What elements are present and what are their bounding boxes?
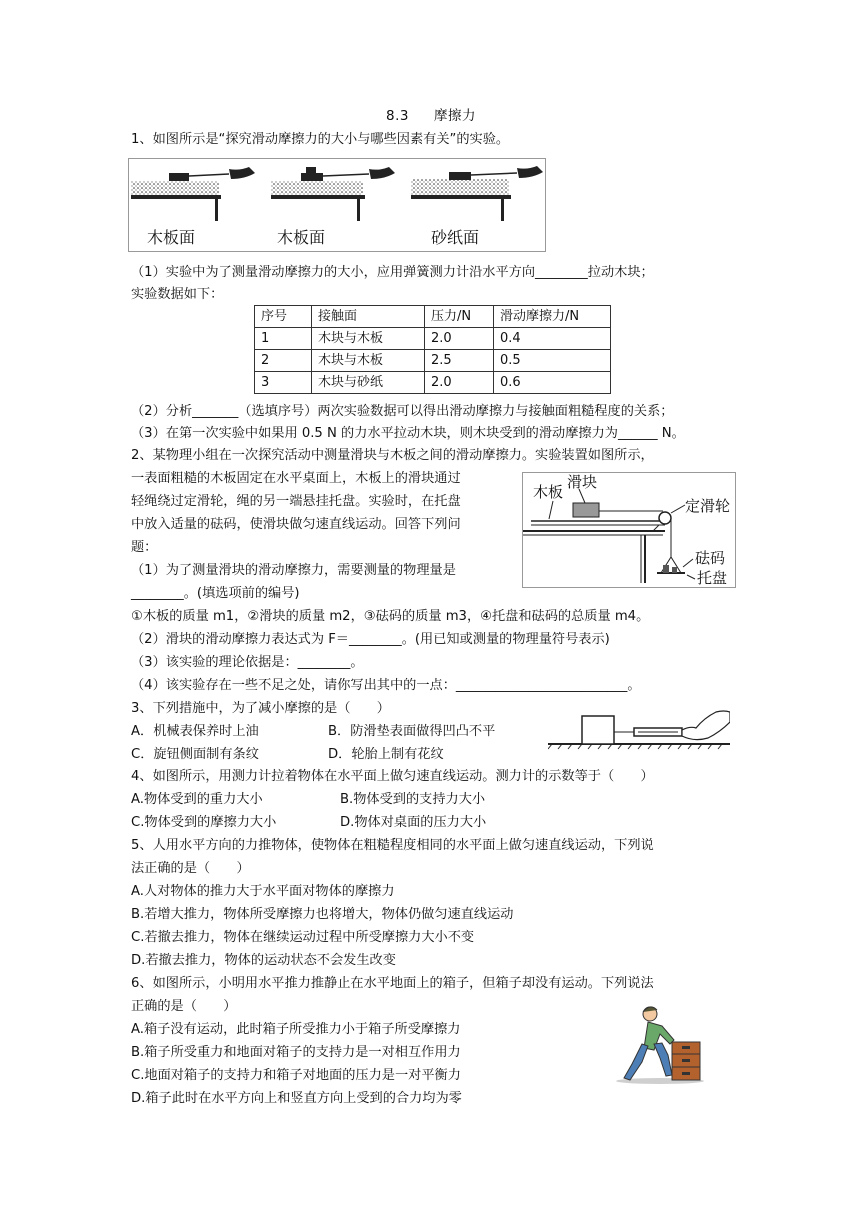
q5-option-b: B.若增大推力，物体所受摩擦力也将增大，物体仍做匀速直线运动 — [131, 907, 514, 922]
setup-wood-2 — [271, 167, 395, 221]
q5-line: 法正确的是（ ） — [131, 861, 250, 876]
table-row — [255, 350, 611, 372]
table-cell: 木块与木板 — [312, 350, 425, 372]
page-title: 摩擦力 — [434, 108, 476, 124]
table-row — [255, 372, 611, 394]
q1-part1-line2: 实验数据如下： — [131, 287, 224, 302]
q6-figure-drawing — [610, 1004, 704, 1084]
q6-line: 正确的是（ ） — [131, 999, 237, 1014]
label-tray: 托盘 — [697, 569, 728, 587]
q2-line: 题： — [131, 540, 158, 555]
q2-line: （1）为了测量滑块的滑动摩擦力，需要测量的物理量是 — [131, 563, 456, 578]
q5-line: 5、人用水平方向的力推物体，使物体在粗糙程度相同的水平面上做匀速直线运动，下列说 — [131, 838, 654, 853]
table-header-cell: 压力/N — [425, 306, 494, 328]
table-cell: 1 — [255, 328, 312, 350]
q2-line: （2）滑块的滑动摩擦力表达式为 F＝________。(用已知或测量的物理量符号表示) — [131, 632, 610, 647]
q6-option-c: C.地面对箱子的支持力和箱子对地面的压力是一对平衡力 — [131, 1068, 461, 1083]
table-cell: 2.0 — [425, 328, 494, 350]
table-header-cell: 序号 — [255, 306, 312, 328]
q3-option-b: B．防滑垫表面做得凹凸不平 — [328, 724, 496, 739]
q4-figure-drawing — [548, 700, 730, 750]
q3-stem: 3、下列措施中，为了减小摩擦的是（ ） — [131, 701, 390, 716]
q4-stem: 4、如图所示，用测力计拉着物体在水平面上做匀速直线运动。测力计的示数等于（ ） — [131, 769, 654, 784]
q6-option-d: D.箱子此时在水平方向上和竖直方向上受到的合力均为零 — [131, 1091, 462, 1106]
q1-part1-line1: （1）实验中为了测量滑动摩擦力的大小，应用弹簧测力计沿水平方向________拉动木块； — [131, 265, 654, 280]
q2-line: 中放入适量的砝码，使滑块做匀速直线运动。回答下列问 — [131, 517, 461, 532]
q3-option-c: C．旋钮侧面制有条纹 — [131, 747, 259, 762]
fig-label-3: 砂纸面 — [431, 228, 480, 247]
q3-option-d: D．轮胎上制有花纹 — [328, 747, 444, 762]
table-cell: 2.0 — [425, 372, 494, 394]
q1-stem: 1、如图所示是“探究滑动摩擦力的大小与哪些因素有关”的实验。 — [131, 132, 510, 147]
setup-wood-1 — [131, 167, 255, 221]
table-header-cell: 滑动摩擦力/N — [494, 306, 611, 328]
q2-line: （4）该实验存在一些不足之处，请你写出其中的一点：__________________________。 — [131, 678, 641, 693]
table-cell: 2 — [255, 350, 312, 372]
q4-figure — [548, 700, 730, 750]
q1-part3: （3）在第一次实验中如果用 0.5 N 的力水平拉动木块，则木块受到的滑动摩擦力为______ N。 — [131, 426, 685, 441]
q2-line: 2、某物理小组在一次探究活动中测量滑块与木板之间的滑动摩擦力。实验装置如图所示， — [131, 448, 654, 463]
q4-option-b: B.物体受到的支持力大小 — [340, 792, 486, 807]
setup-sandpaper — [411, 166, 543, 221]
table-cell: 木块与木板 — [312, 328, 425, 350]
label-weights: 砝码 — [695, 549, 726, 567]
q6-option-a: A.箱子没有运动，此时箱子所受推力小于箱子所受摩擦力 — [131, 1022, 461, 1037]
q5-option-d: D.若撤去推力，物体的运动状态不会发生改变 — [131, 953, 396, 968]
table-cell: 0.5 — [494, 350, 611, 372]
table-cell: 0.6 — [494, 372, 611, 394]
label-block: 滑块 — [567, 473, 598, 491]
label-pulley: 定滑轮 — [685, 497, 731, 515]
table-cell: 0.4 — [494, 328, 611, 350]
table-cell: 2.5 — [425, 350, 494, 372]
q5-option-a: A.人对物体的推力大于水平面对物体的摩擦力 — [131, 884, 395, 899]
q5-option-c: C.若撤去推力，物体在继续运动过程中所受摩擦力大小不变 — [131, 930, 475, 945]
table-header-row — [255, 306, 611, 328]
q4-option-a: A.物体受到的重力大小 — [131, 792, 263, 807]
table-row — [255, 328, 611, 350]
q1-figure — [128, 158, 546, 252]
fig-label-2: 木板面 — [277, 228, 326, 247]
q2-line: ________。(填选项前的编号) — [131, 586, 300, 601]
q6-option-b: B.箱子所受重力和地面对箱子的支持力是一对相互作用力 — [131, 1045, 461, 1060]
q3-option-a: A．机械表保养时上油 — [131, 724, 259, 739]
table-cell: 木块与砂纸 — [312, 372, 425, 394]
q4-option-c: C.物体受到的摩擦力大小 — [131, 815, 277, 830]
q1-part2: （2）分析_______（选填序号）两次实验数据可以得出滑动摩擦力与接触面粗糙程度的关系； — [131, 404, 674, 419]
table-cell: 3 — [255, 372, 312, 394]
q2-line: 轻绳绕过定滑轮，绳的另一端悬挂托盘。实验时，在托盘 — [131, 494, 461, 509]
q2-line: （3）该实验的理论依据是：________。 — [131, 655, 364, 670]
table-header-cell: 接触面 — [312, 306, 425, 328]
q2-line: ①木板的质量 m1，②滑块的质量 m2，③砝码的质量 m3，④托盘和砝码的总质量 m4。 — [131, 609, 650, 624]
q6-line: 6、如图所示，小明用水平推力推静止在水平地面上的箱子，但箱子却没有运动。下列说法 — [131, 976, 654, 991]
q2-line: 一表面粗糙的木板固定在水平桌面上，木板上的滑块通过 — [131, 471, 461, 486]
q2-figure — [522, 472, 736, 588]
section-number: 8.3 — [386, 108, 409, 124]
q6-figure — [610, 1004, 704, 1084]
q4-option-d: D.物体对桌面的压力大小 — [340, 815, 487, 830]
q1-data-table — [254, 305, 611, 394]
label-board: 木板 — [533, 483, 564, 501]
fig-label-1: 木板面 — [147, 228, 196, 247]
